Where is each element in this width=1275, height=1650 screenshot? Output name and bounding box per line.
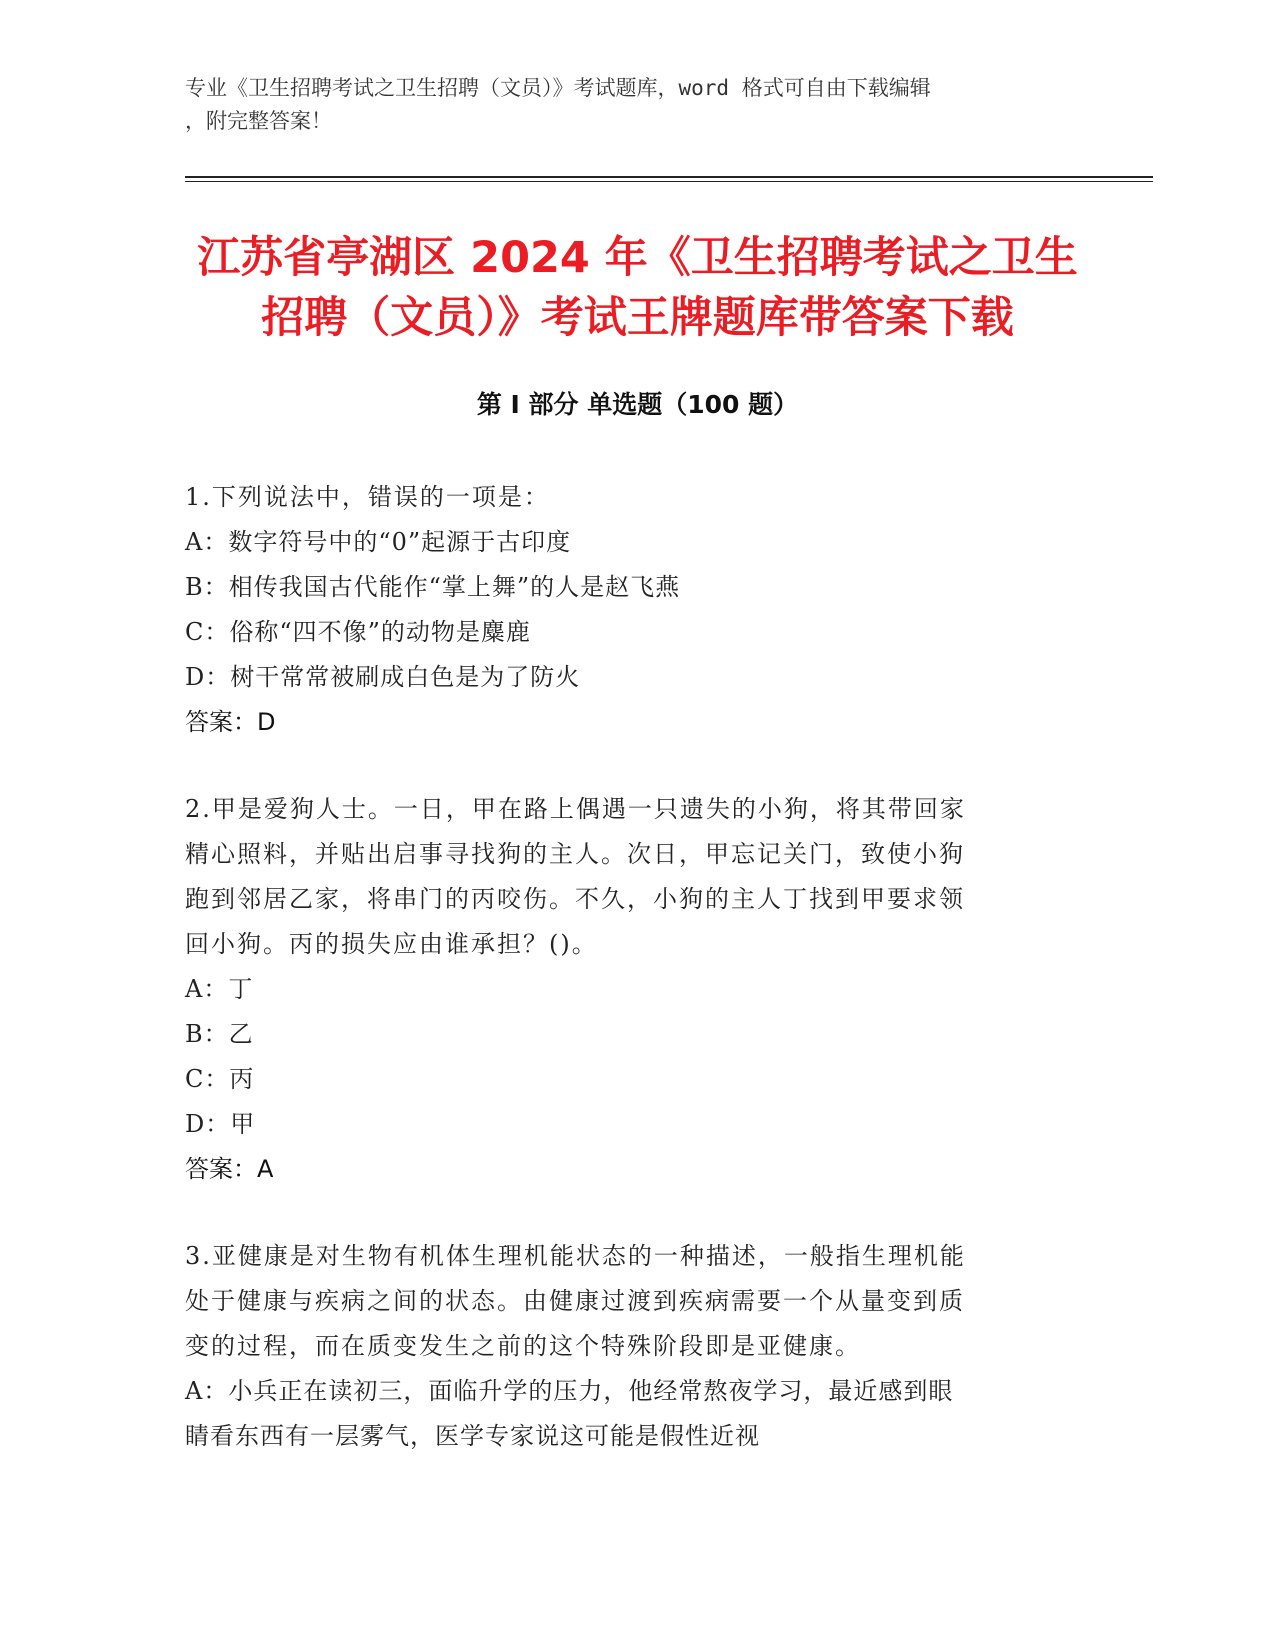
header-line-2: ，附完整答案！ xyxy=(185,109,332,133)
option-a: A：丁 xyxy=(185,975,254,1003)
option-b: B：乙 xyxy=(185,1020,254,1048)
document-header xyxy=(185,72,1085,138)
option-c: C：俗称“四不像”的动物是麋鹿 xyxy=(185,618,531,646)
question-stem-line: 3.亚健康是对生物有机体生理机能状态的一种描述，一般指生理机能 xyxy=(185,1242,966,1270)
option-d: D：甲 xyxy=(185,1110,256,1138)
header-line-1: 专业《卫生招聘考试之卫生招聘（文员）》考试题库，word 格式可自由下载编辑 xyxy=(185,76,931,100)
question-item xyxy=(185,475,1085,745)
option-a: A：数字符号中的“0”起源于古印度 xyxy=(185,528,572,556)
question-spacer xyxy=(185,745,1085,787)
header-divider-thin xyxy=(185,181,1153,182)
section-heading: 第 I 部分 单选题（100 题） xyxy=(476,390,799,419)
question-item xyxy=(185,787,1085,1192)
answer-label: 答案：A xyxy=(185,1155,274,1183)
question-list xyxy=(185,475,1085,1459)
option-c: C：丙 xyxy=(185,1065,255,1093)
option-a: A：小兵正在读初三，面临升学的压力，他经常熬夜学习，最近感到眼 xyxy=(185,1377,954,1405)
option-d: D：树干常常被刷成白色是为了防火 xyxy=(185,663,581,691)
question-stem-line: 1.下列说法中，错误的一项是： xyxy=(185,483,550,511)
title-line-2: 招聘（文员）》考试王牌题库带答案下载 xyxy=(261,293,1014,343)
question-stem-line: 回小狗。丙的损失应由谁承担？()。 xyxy=(185,930,598,958)
question-stem-line: 变的过程，而在质变发生之前的这个特殊阶段即是亚健康。 xyxy=(185,1332,861,1360)
question-stem-line: 处于健康与疾病之间的状态。由健康过渡到疾病需要一个从量变到质 xyxy=(185,1287,965,1315)
document-title xyxy=(120,228,1155,348)
question-spacer xyxy=(185,1192,1085,1234)
question-stem-line: 精心照料，并贴出启事寻找狗的主人。次日，甲忘记关门，致使小狗 xyxy=(185,840,965,868)
question-stem-line: 2.甲是爱狗人士。一日，甲在路上偶遇一只遗失的小狗，将其带回家 xyxy=(185,795,966,823)
option-b: B：相传我国古代能作“掌上舞”的人是赵飞燕 xyxy=(185,573,681,601)
title-line-1: 江苏省亭湖区 2024 年《卫生招聘考试之卫生 xyxy=(197,233,1078,283)
option-a-continued: 睛看东西有一层雾气，医学专家说这可能是假性近视 xyxy=(185,1422,760,1450)
header-divider-thick xyxy=(185,176,1153,178)
question-item xyxy=(185,1234,1085,1459)
question-stem-line: 跑到邻居乙家，将串门的丙咬伤。不久，小狗的主人丁找到甲要求领 xyxy=(185,885,965,913)
answer-label: 答案：D xyxy=(185,708,276,736)
